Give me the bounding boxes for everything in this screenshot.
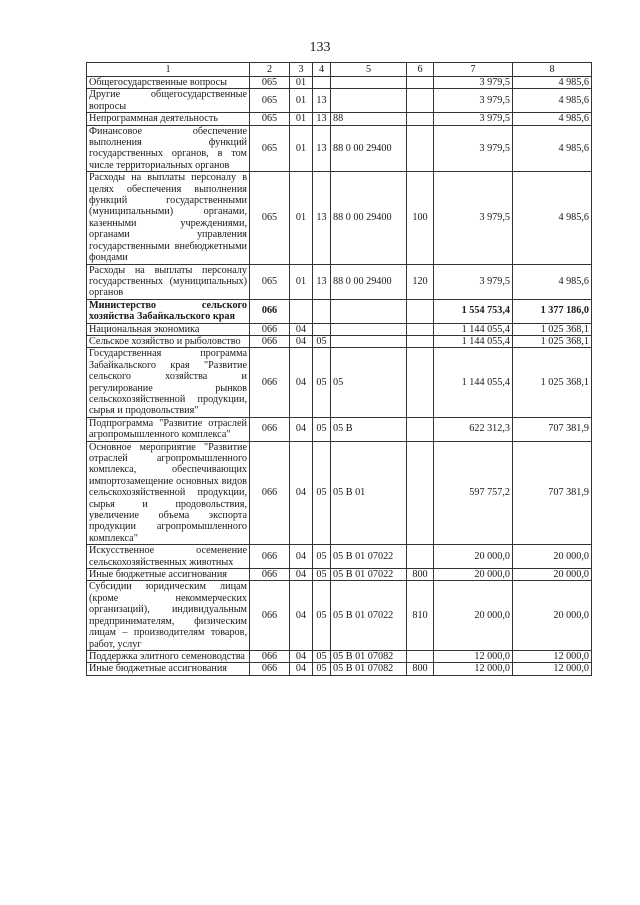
row-expense-type — [407, 545, 434, 569]
header-cell: 3 — [290, 63, 313, 77]
row-amount-col7: 1 144 055,4 — [434, 335, 513, 347]
row-subsection: 05 — [313, 441, 331, 545]
row-amount-col7: 3 979,5 — [434, 113, 513, 125]
row-section: 04 — [290, 417, 313, 441]
row-section: 04 — [290, 663, 313, 675]
row-target-article: 05 — [331, 348, 407, 417]
row-amount-col7: 12 000,0 — [434, 663, 513, 675]
row-section: 01 — [290, 125, 313, 172]
header-cell: 5 — [331, 63, 407, 77]
row-amount-col8: 4 985,6 — [513, 89, 592, 113]
table-row — [87, 299, 592, 323]
row-amount-col8: 4 985,6 — [513, 125, 592, 172]
row-ministry-code: 066 — [250, 417, 290, 441]
row-amount-col8: 4 985,6 — [513, 113, 592, 125]
row-section: 04 — [290, 545, 313, 569]
row-amount-col7: 20 000,0 — [434, 545, 513, 569]
row-description: Национальная экономика — [87, 323, 250, 335]
row-target-article — [331, 323, 407, 335]
header-cell: 8 — [513, 63, 592, 77]
row-description: Иные бюджетные ассигнования — [87, 663, 250, 675]
row-expense-type: 100 — [407, 172, 434, 264]
row-amount-col8: 1 025 368,1 — [513, 348, 592, 417]
row-subsection: 13 — [313, 264, 331, 299]
row-subsection: 05 — [313, 663, 331, 675]
row-section: 01 — [290, 113, 313, 125]
row-target-article: 05 В 01 — [331, 441, 407, 545]
row-amount-col8: 4 985,6 — [513, 172, 592, 264]
row-ministry-code: 065 — [250, 113, 290, 125]
row-amount-col7: 1 144 055,4 — [434, 323, 513, 335]
row-subsection: 05 — [313, 650, 331, 662]
row-subsection: 05 — [313, 348, 331, 417]
row-section: 04 — [290, 335, 313, 347]
row-ministry-code: 066 — [250, 348, 290, 417]
row-target-article — [331, 89, 407, 113]
row-amount-col7: 20 000,0 — [434, 569, 513, 581]
table-row — [87, 348, 592, 417]
row-expense-type — [407, 417, 434, 441]
row-expense-type: 120 — [407, 264, 434, 299]
table-row — [87, 77, 592, 89]
row-amount-col8: 12 000,0 — [513, 663, 592, 675]
row-subsection: 05 — [313, 417, 331, 441]
row-amount-col7: 3 979,5 — [434, 89, 513, 113]
row-amount-col8: 20 000,0 — [513, 581, 592, 650]
row-target-article: 88 0 00 29400 — [331, 125, 407, 172]
row-expense-type — [407, 125, 434, 172]
row-subsection: 13 — [313, 172, 331, 264]
table-row — [87, 264, 592, 299]
row-subsection — [313, 323, 331, 335]
row-section: 01 — [290, 172, 313, 264]
table-row — [87, 663, 592, 675]
row-section: 04 — [290, 323, 313, 335]
row-target-article — [331, 77, 407, 89]
row-amount-col8: 20 000,0 — [513, 569, 592, 581]
row-ministry-code: 065 — [250, 172, 290, 264]
row-expense-type — [407, 441, 434, 545]
row-target-article: 88 — [331, 113, 407, 125]
row-expense-type — [407, 335, 434, 347]
table-row — [87, 172, 592, 264]
header-cell: 7 — [434, 63, 513, 77]
row-subsection: 13 — [313, 113, 331, 125]
row-amount-col7: 597 757,2 — [434, 441, 513, 545]
row-target-article — [331, 335, 407, 347]
row-amount-col7: 3 979,5 — [434, 264, 513, 299]
row-ministry-code: 066 — [250, 299, 290, 323]
table-row — [87, 113, 592, 125]
row-expense-type — [407, 348, 434, 417]
table-row — [87, 650, 592, 662]
row-ministry-code: 066 — [250, 441, 290, 545]
row-expense-type — [407, 113, 434, 125]
row-expense-type — [407, 299, 434, 323]
row-expense-type: 800 — [407, 663, 434, 675]
row-amount-col7: 12 000,0 — [434, 650, 513, 662]
row-description: Поддержка элитного семеноводства — [87, 650, 250, 662]
row-ministry-code: 066 — [250, 569, 290, 581]
row-amount-col8: 20 000,0 — [513, 545, 592, 569]
row-amount-col8: 1 377 186,0 — [513, 299, 592, 323]
row-description: Иные бюджетные ассигнования — [87, 569, 250, 581]
row-amount-col7: 3 979,5 — [434, 125, 513, 172]
row-target-article: 88 0 00 29400 — [331, 264, 407, 299]
row-subsection: 05 — [313, 335, 331, 347]
row-subsection — [313, 299, 331, 323]
row-amount-col7: 3 979,5 — [434, 172, 513, 264]
row-subsection: 13 — [313, 89, 331, 113]
row-expense-type — [407, 323, 434, 335]
row-amount-col8: 4 985,6 — [513, 264, 592, 299]
table-row — [87, 335, 592, 347]
header-cell: 2 — [250, 63, 290, 77]
row-description: Министерство сельского хозяйства Забайкальского края — [87, 299, 250, 323]
row-expense-type: 810 — [407, 581, 434, 650]
row-ministry-code: 065 — [250, 125, 290, 172]
row-ministry-code: 066 — [250, 335, 290, 347]
row-description: Общегосударственные вопросы — [87, 77, 250, 89]
table-row — [87, 323, 592, 335]
row-description: Другие общегосударственные вопросы — [87, 89, 250, 113]
header-cell: 4 — [313, 63, 331, 77]
row-subsection: 13 — [313, 125, 331, 172]
row-amount-col8: 707 381,9 — [513, 441, 592, 545]
row-expense-type — [407, 650, 434, 662]
row-section: 01 — [290, 77, 313, 89]
row-target-article — [331, 299, 407, 323]
row-description: Подпрограмма "Развитие отраслей агропромышленного комплекса" — [87, 417, 250, 441]
row-ministry-code: 066 — [250, 323, 290, 335]
row-subsection: 05 — [313, 569, 331, 581]
row-target-article: 05 В 01 07022 — [331, 581, 407, 650]
row-description: Основное мероприятие "Развитие отраслей агропромышленного комплекса, обеспечивающих импортозамещение основных видов сельскохозяйственной продукции, сырья и продовольствия, увеличение объема экспорта продукции агропромышленного комплекса" — [87, 441, 250, 545]
row-description: Финансовое обеспечение выполнения функций государственных органов, в том числе территориальных органов — [87, 125, 250, 172]
row-description: Расходы на выплаты персоналу в целях обеспечения выполнения функций государственными (муниципальными) органами, казенными учреждениями, органами управления государственными внебюджетными фондами — [87, 172, 250, 264]
row-section: 01 — [290, 264, 313, 299]
table-row — [87, 569, 592, 581]
row-amount-col8: 12 000,0 — [513, 650, 592, 662]
row-amount-col7: 1 144 055,4 — [434, 348, 513, 417]
row-target-article: 05 В — [331, 417, 407, 441]
table-row — [87, 125, 592, 172]
row-target-article: 88 0 00 29400 — [331, 172, 407, 264]
row-amount-col7: 622 312,3 — [434, 417, 513, 441]
row-ministry-code: 066 — [250, 650, 290, 662]
row-amount-col8: 1 025 368,1 — [513, 335, 592, 347]
row-description: Искусственное осеменение сельскохозяйственных животных — [87, 545, 250, 569]
row-ministry-code: 066 — [250, 545, 290, 569]
row-section — [290, 299, 313, 323]
row-expense-type — [407, 89, 434, 113]
row-ministry-code: 065 — [250, 77, 290, 89]
row-target-article: 05 В 01 07082 — [331, 663, 407, 675]
row-section: 04 — [290, 650, 313, 662]
header-cell: 1 — [87, 63, 250, 77]
row-description: Государственная программа Забайкальского края "Развитие сельского хозяйства и регулирование рынков сельскохозяйственной продукции, сырья и продовольствия" — [87, 348, 250, 417]
row-description: Сельское хозяйство и рыболовство — [87, 335, 250, 347]
row-description: Непрограммная деятельность — [87, 113, 250, 125]
table-row — [87, 417, 592, 441]
row-section: 01 — [290, 89, 313, 113]
row-description: Субсидии юридическим лицам (кроме некоммерческих организаций), индивидуальным предпринимателям, физическим лицам – производителям товаров, работ, услуг — [87, 581, 250, 650]
row-amount-col7: 1 554 753,4 — [434, 299, 513, 323]
page-number: 133 — [309, 40, 331, 55]
row-target-article: 05 В 01 07082 — [331, 650, 407, 662]
row-subsection — [313, 77, 331, 89]
row-expense-type: 800 — [407, 569, 434, 581]
row-ministry-code: 065 — [250, 89, 290, 113]
row-subsection: 05 — [313, 581, 331, 650]
row-amount-col8: 4 985,6 — [513, 77, 592, 89]
row-amount-col7: 3 979,5 — [434, 77, 513, 89]
table-row — [87, 89, 592, 113]
row-expense-type — [407, 77, 434, 89]
row-amount-col8: 707 381,9 — [513, 417, 592, 441]
row-subsection: 05 — [313, 545, 331, 569]
row-target-article: 05 В 01 07022 — [331, 545, 407, 569]
row-section: 04 — [290, 348, 313, 417]
table-row — [87, 545, 592, 569]
row-description: Расходы на выплаты персоналу государственных (муниципальных) органов — [87, 264, 250, 299]
row-amount-col8: 1 025 368,1 — [513, 323, 592, 335]
row-section: 04 — [290, 441, 313, 545]
row-ministry-code: 065 — [250, 264, 290, 299]
budget-table — [86, 62, 592, 676]
row-amount-col7: 20 000,0 — [434, 581, 513, 650]
table-header-row — [87, 63, 592, 77]
row-section: 04 — [290, 581, 313, 650]
row-target-article: 05 В 01 07022 — [331, 569, 407, 581]
table-row — [87, 441, 592, 545]
row-ministry-code: 066 — [250, 581, 290, 650]
header-cell: 6 — [407, 63, 434, 77]
row-section: 04 — [290, 569, 313, 581]
row-ministry-code: 066 — [250, 663, 290, 675]
table-row — [87, 581, 592, 650]
